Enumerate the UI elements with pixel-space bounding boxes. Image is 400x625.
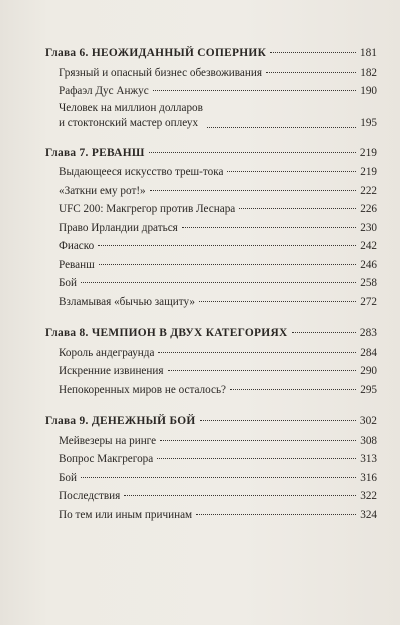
- toc-entry: [45, 64, 377, 83]
- chapter-heading: [45, 412, 377, 431]
- page-number: 283: [359, 327, 377, 339]
- page-number: 230: [360, 221, 377, 234]
- toc-entry: [45, 219, 377, 238]
- dot-leader: [227, 171, 356, 172]
- entry-title: Право Ирландии драться: [59, 221, 178, 234]
- toc-entry: [45, 450, 377, 469]
- dot-leader: [182, 227, 356, 228]
- toc-entry: [45, 256, 377, 275]
- chapter-label: Глава 7.: [45, 146, 89, 159]
- dot-leader: [270, 52, 356, 53]
- dot-leader: [98, 245, 356, 246]
- page-number: 316: [360, 471, 377, 484]
- page-number: 190: [360, 85, 377, 97]
- dot-leader: [168, 370, 357, 371]
- entry-title: «Заткни ему рот!»: [59, 184, 146, 197]
- chapter-label: Глава 8.: [45, 327, 89, 339]
- chapter-title: ЧЕМПИОН В ДВУХ КАТЕГОРИЯХ: [91, 327, 288, 339]
- entry-title-line-2: и стоктонский мастер оплеух: [59, 116, 199, 129]
- page-number: 222: [360, 184, 377, 197]
- toc-entry: [45, 163, 377, 182]
- entry-title: Вопрос Макгрегора: [59, 453, 154, 465]
- toc-entry: [45, 237, 377, 256]
- page-number: 219: [360, 166, 377, 178]
- page-number: 242: [360, 240, 377, 252]
- page-number: 313: [360, 453, 377, 465]
- chapter-heading: [45, 324, 377, 343]
- page-number: 290: [360, 365, 377, 377]
- table-of-contents: [45, 44, 377, 537]
- toc-entry: [45, 344, 377, 363]
- entry-title: [59, 101, 203, 131]
- toc-entry: [45, 101, 377, 131]
- entry-title: По тем или иным причинам: [59, 508, 193, 521]
- toc-entry: [45, 362, 377, 381]
- dot-leader: [266, 72, 356, 73]
- dot-leader: [199, 301, 356, 302]
- dot-leader: [153, 90, 356, 91]
- toc-entry: [45, 487, 377, 506]
- toc-entry: [45, 200, 377, 219]
- page-number: 324: [360, 508, 377, 521]
- chapter-title: РЕВАНШ: [91, 146, 145, 159]
- dot-leader: [292, 332, 356, 333]
- toc-entry: [45, 182, 377, 201]
- dot-leader: [207, 127, 356, 128]
- dot-leader: [196, 514, 356, 515]
- dot-leader: [230, 389, 356, 390]
- page-number: 272: [360, 295, 377, 308]
- dot-leader: [150, 190, 357, 191]
- entry-title: Взламывая «бычью защиту»: [59, 295, 195, 308]
- chapter-6: [45, 44, 377, 131]
- page-number: 195: [360, 116, 377, 129]
- entry-title: Мейвезеры на ринге: [59, 434, 157, 447]
- chapter-heading: [45, 44, 377, 63]
- page-number: 308: [360, 434, 377, 447]
- entry-title: Бой: [59, 277, 78, 289]
- chapter-title: ДЕНЕЖНЫЙ БОЙ: [91, 415, 196, 427]
- page-number: 322: [360, 490, 377, 502]
- chapter-label: Глава 6.: [45, 47, 89, 59]
- entry-title: Бой: [59, 471, 78, 484]
- dot-leader: [99, 264, 356, 265]
- page-number: 258: [360, 277, 377, 289]
- toc-entry: [45, 432, 377, 451]
- entry-title: Рафаэл Дус Анжус: [59, 85, 149, 97]
- page-number: 284: [360, 346, 377, 359]
- entry-title: Реванш: [59, 258, 95, 271]
- chapter-title: НЕОЖИДАННЫЙ СОПЕРНИК: [91, 47, 267, 59]
- entry-title-line-1: Человек на миллион долларов: [59, 101, 203, 114]
- chapter-7: [45, 144, 377, 312]
- chapter-label: Глава 9.: [45, 415, 89, 427]
- chapter-8: [45, 324, 377, 399]
- entry-title: Последствия: [59, 490, 121, 502]
- dot-leader: [124, 495, 356, 496]
- toc-entry: [45, 381, 377, 400]
- toc-entry: [45, 293, 377, 312]
- page-number: 246: [360, 258, 377, 271]
- entry-title: Фиаско: [59, 240, 95, 252]
- page-number: 295: [360, 383, 377, 396]
- dot-leader: [200, 420, 356, 421]
- dot-leader: [239, 208, 356, 209]
- entry-title: Выдающееся искусство треш-тока: [59, 166, 224, 178]
- entry-title: Искренние извинения: [59, 365, 164, 377]
- page-number: 302: [359, 415, 377, 427]
- page-number: 182: [360, 66, 377, 79]
- toc-entry: [45, 274, 377, 293]
- toc-entry: [45, 506, 377, 525]
- chapter-heading: [45, 144, 377, 163]
- entry-title: Король андеграунда: [59, 346, 155, 359]
- dot-leader: [81, 282, 356, 283]
- dot-leader: [158, 352, 356, 353]
- page-number: 181: [359, 47, 377, 59]
- toc-entry: [45, 82, 377, 101]
- entry-title: Грязный и опасный бизнес обезвоживания: [59, 66, 263, 79]
- dot-leader: [149, 152, 356, 153]
- page-number: 219: [359, 146, 377, 159]
- page-number: 226: [360, 203, 377, 215]
- chapter-9: [45, 412, 377, 524]
- toc-entry: [45, 469, 377, 488]
- entry-title: UFC 200: Макгрегор против Леснара: [59, 203, 236, 215]
- dot-leader: [81, 477, 356, 478]
- dot-leader: [157, 458, 356, 459]
- entry-title: Непокоренных миров не осталось?: [59, 383, 227, 396]
- dot-leader: [160, 440, 356, 441]
